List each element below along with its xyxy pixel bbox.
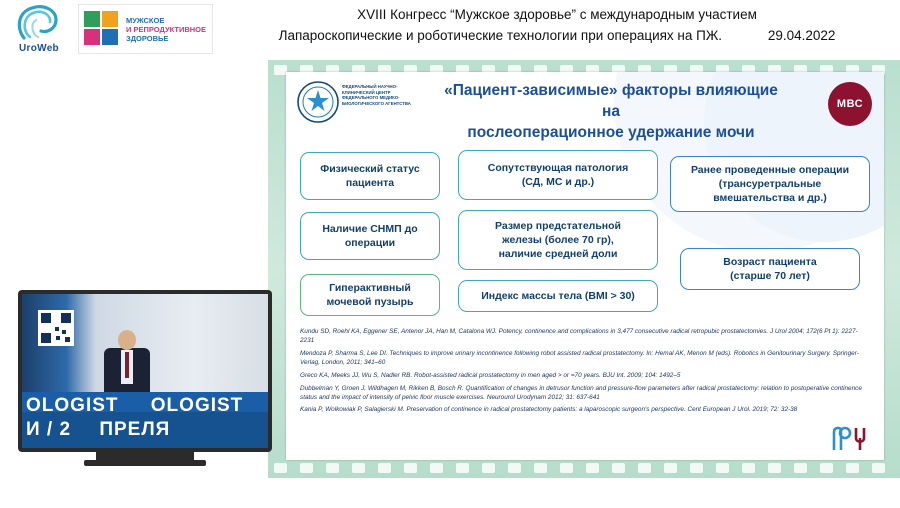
congress-title (222, 6, 892, 45)
monitor-base (84, 460, 206, 466)
film-perforation (872, 463, 885, 473)
slide-footer-logo-icon (830, 424, 870, 454)
film-perforation (326, 463, 339, 473)
video-overlay-line2-a: И / 2 (26, 419, 72, 440)
uroweb-logo (8, 2, 70, 60)
film-perforation (742, 463, 755, 473)
uroweb-swirl-icon (14, 4, 64, 42)
film-perforation (534, 463, 547, 473)
film-perforation (768, 463, 781, 473)
speaker-tie (125, 352, 129, 378)
video-overlay-line2-b: ПРЕЛЯ (99, 419, 171, 440)
slide-title-line1: «Пациент-зависимые» факторы влияющие на (444, 82, 778, 120)
factor-box-comorbidity-label: Сопутствующая патология (СД, МС и др.) (487, 162, 629, 188)
video-overlay-line1 (26, 394, 268, 418)
factor-box-overactive-bladder-label: Гиперактивный мочевой пузырь (326, 282, 414, 308)
reference-item: Greco KA, Meeks JJ, Wu S, Nadler RB. Robot-assisted radical prostatectomy in men aged > or =70 years. BJU Int. 2009; 104: 1492–5 (300, 371, 681, 379)
film-perforation (586, 463, 599, 473)
film-perforation (794, 463, 807, 473)
reference-list (300, 327, 870, 418)
reference-item: Dubbelman Y, Groen J, Wildhagen M, Rikken B, Bosch R. Quantification of changes in detrusor function and pressure-flow parameters after radical prostatectomy: relation to postoperative continence status and the impact of intensity of pelvic floor muscle exercises. Neurourol Urodynam 2012; 31: 637-641 (300, 384, 862, 401)
film-perforation (274, 463, 287, 473)
factor-box-comorbidity (458, 150, 658, 200)
congress-subtitle: Лапароскопические и роботические технологии при операциях на ПЖ. (278, 28, 723, 43)
reference-item: Mendoza P, Sharma S, Lee DI. Techniques to improve urinary incontinence following robot assisted radical prostatectomy. In: Hemal AK, Menon M (eds). Robotics in Genitourinary Surgery. Springer-Verlag, London, 2011; 341–60 (300, 349, 859, 367)
film-perforation (638, 463, 651, 473)
journal-title-line1: МУЖСКОЕ (126, 15, 165, 25)
congress-date: 29.04.2022 (767, 28, 836, 43)
factor-box-physical-status (300, 152, 440, 200)
factor-box-bmi (458, 280, 658, 312)
film-perforation (820, 463, 833, 473)
film-perforation (690, 463, 703, 473)
page-header (0, 0, 900, 62)
factor-box-prostate-size (458, 210, 658, 270)
video-overlay-text (22, 394, 268, 442)
emblem-caption: ФЕДЕРАЛЬНЫЙ НАУЧНО-КЛИНИЧЕСКИЙ ЦЕНТР ФЕДЕРАЛЬНОГО МЕДИКО-БИОЛОГИЧЕСКОГО АГЕНТСТВА (342, 84, 411, 106)
film-perforation (482, 463, 495, 473)
film-perforation (508, 463, 521, 473)
journal-title-line3: ЗДОРОВЬЕ (126, 33, 169, 43)
film-perforation (456, 463, 469, 473)
reference-item: Kundu SD, Roehl KA, Eggener SE, Antenor JA, Han M, Catalona WJ. Potency, continence and complications in 3,477 consecutive radical retropubic prostatectomies. J Urol 2004; 172(6 Pt 1): 2227-2231 (300, 328, 858, 345)
presentation-slide (286, 72, 884, 460)
film-perforation (716, 463, 729, 473)
factor-box-luts (300, 212, 440, 260)
journal-mark-icon (82, 9, 122, 49)
factor-box-previous-operations (670, 156, 870, 212)
film-perforation (404, 463, 417, 473)
video-overlay-line2 (26, 418, 268, 442)
slide-title (436, 80, 786, 143)
film-perforation (430, 463, 443, 473)
video-screen[interactable] (22, 294, 268, 448)
congress-title-line1: XVIII Конгресс “Мужское здоровье” с международным участием (357, 7, 757, 22)
fmba-emblem-icon (296, 80, 340, 124)
video-overlay-line1-b: OLOGIST (150, 395, 244, 416)
factor-box-luts-label: Наличие СНМП до операции (322, 223, 418, 249)
film-perforation (612, 463, 625, 473)
film-perforation (352, 463, 365, 473)
factor-box-overactive-bladder (300, 274, 440, 316)
factor-box-patient-age-label: Возраст пациента (старше 70 лет) (723, 256, 817, 282)
speaker-head (118, 330, 136, 350)
journal-logo (78, 4, 213, 54)
film-perforations-bottom (268, 458, 900, 478)
reference-item: Kania P, Wolkowiak P, Salagierski M. Preservation of continence in radical prostatectomy patients: a laparoscopic surgeon's perspective. Cent European J Urol. 2019; 72: 32-38 (300, 406, 798, 414)
video-overlay-line1-a: OLOGIST (26, 395, 119, 416)
uroweb-label: UroWeb (19, 43, 59, 54)
film-perforation (300, 463, 313, 473)
film-perforation (560, 463, 573, 473)
film-perforation (378, 463, 391, 473)
qr-code-icon (38, 310, 74, 346)
journal-title-line2: И РЕПРОДУКТИВНОЕ (126, 24, 207, 34)
film-perforation (664, 463, 677, 473)
factor-box-physical-status-label: Физический статус пациента (320, 163, 420, 189)
video-monitor (18, 290, 272, 452)
slide-header (286, 72, 884, 141)
congress-title-line2 (222, 26, 892, 45)
slide-title-line2: послеоперационное удержание мочи (467, 124, 755, 141)
factor-box-previous-operations-label: Ранее проведенные операции (трансуретральные вмешательства и др.) (690, 164, 850, 204)
journal-title (122, 16, 206, 43)
film-perforation (846, 463, 859, 473)
factor-box-prostate-size-label: Размер предстательной железы (более 70 гр), наличие средней доли (495, 220, 621, 260)
mvc-badge: МВС (828, 82, 872, 126)
factor-box-patient-age (680, 248, 860, 290)
factor-box-bmi-label: Индекс массы тела (BMI > 30) (481, 290, 635, 302)
